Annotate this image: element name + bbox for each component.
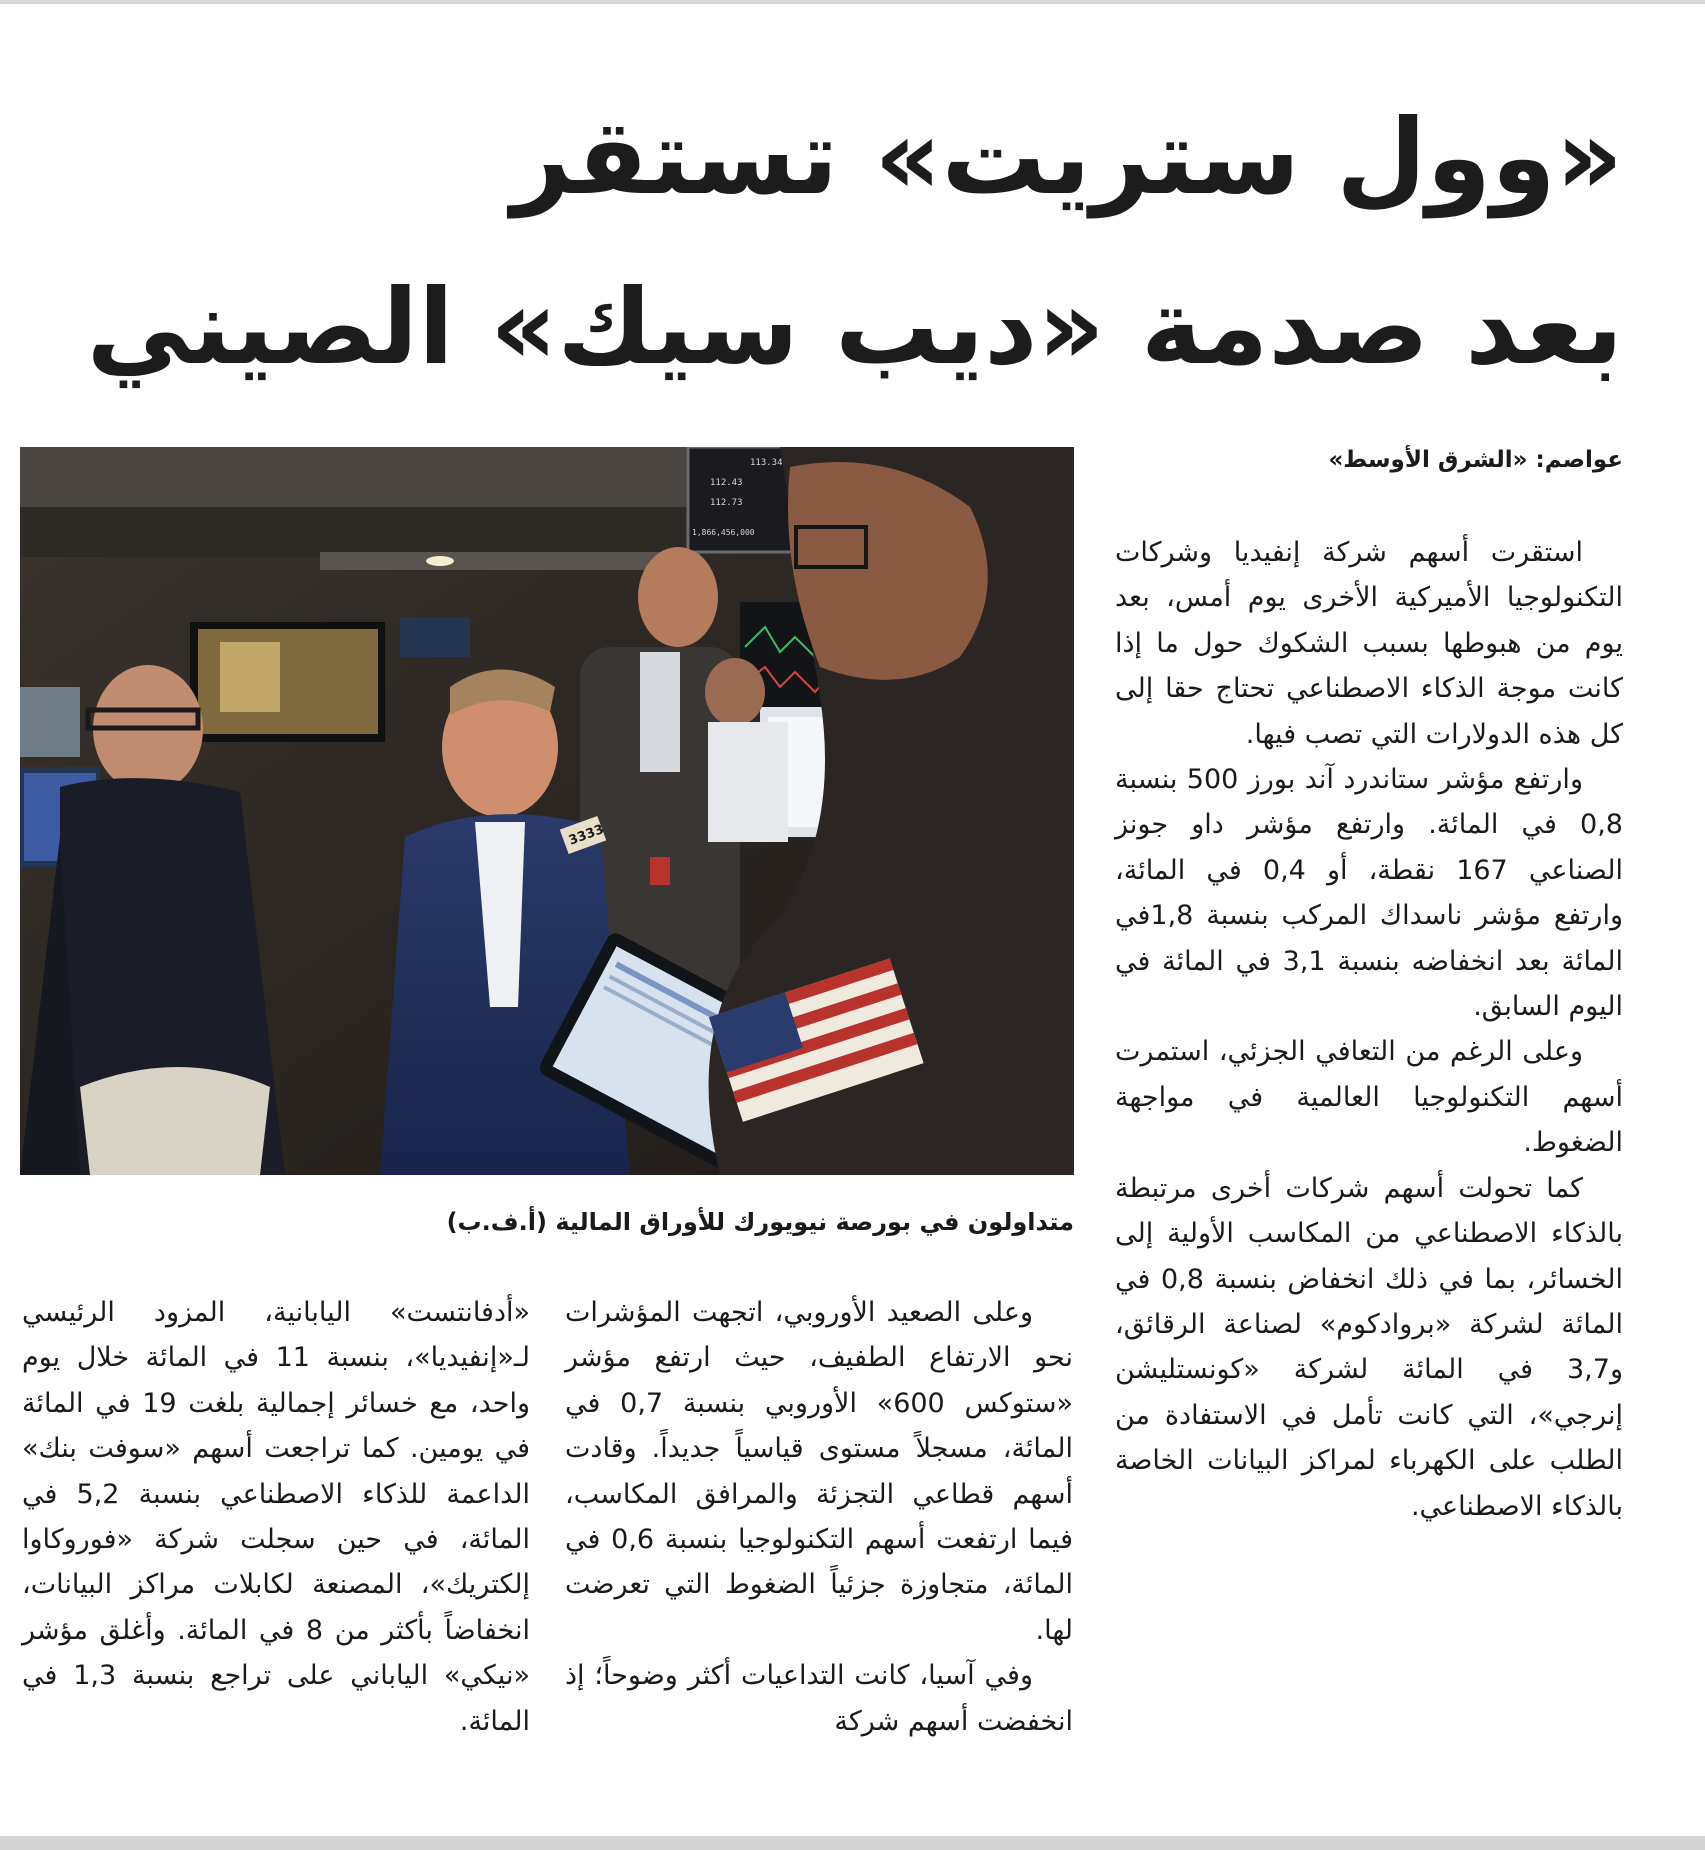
headline-line-1: «وول ستريت» تستقر: [511, 96, 1623, 218]
quote-3: 112.73: [710, 498, 743, 508]
paragraph: «أدفانتست» اليابانية، المزود الرئيسي لـ«إنفيديا»، بنسبة 11 في المائة خلال يوم واحد، مع خسائر إجمالية بلغت 19 في المائة في يومين. كما تراجعت أسهم «سوفت بنك» الداعمة للذكاء الاصطناعي بنسبة 5,2 في المائة، في حين سجلت شركة «فوروكاوا إلكتريك»، المصنعة لكابلات مراكز البيانات، انخفاضاً بأكثر من 8 في المائة. وأغلق مؤشر «نيكي» الياباني على تراجع بنسبة 1,3 في المائة.: [22, 1297, 530, 1737]
column-2: [565, 1290, 1073, 1744]
headline-line-2: بعد صدمة «ديب سيك» الصيني: [86, 266, 1623, 388]
paragraph: استقرت أسهم شركة إنفيديا وشركات التكنولوجيا الأميركية الأخرى يوم أمس، بعد يوم من هبوطها بسبب الشكوك حول ما إذا كانت موجة الذكاء الاصطناعي تحتاج حقا إلى كل هذه الدولارات التي تصب فيها.: [1115, 537, 1623, 750]
quote-2: 112.43: [710, 478, 743, 488]
trading-floor-photo: [20, 447, 1074, 1175]
badge-number: 3333: [566, 822, 606, 849]
quote-4: 1,866,456,000: [692, 528, 755, 537]
top-rule: [0, 0, 1705, 4]
bottom-rule: [0, 1836, 1705, 1850]
column-3: [22, 1290, 530, 1744]
quote-1: 113.34: [750, 458, 783, 468]
headline: [86, 72, 1623, 412]
paragraph: وعلى الرغم من التعافي الجزئي، استمرت أسهم التكنولوجيا العالمية في مواجهة الضغوط.: [1115, 1036, 1623, 1159]
paragraph: وعلى الصعيد الأوروبي، اتجهت المؤشرات نحو الارتفاع الطفيف، حيث ارتفع مؤشر «ستوكس 600» الأوروبي بنسبة 0,7 في المائة، مسجلاً مستوى قياسياً جديداً. وقادت أسهم قطاعي التجزئة والمرافق المكاسب، فيما ارتفعت أسهم التكنولوجيا بنسبة 0,6 في المائة، متجاوزة جزئياً الضغوط التي تعرضت لها.: [565, 1297, 1073, 1646]
photo-caption: متداولون في بورصة نيويورك للأوراق المالية (أ.ف.ب): [446, 1208, 1074, 1236]
column-1: [1115, 530, 1623, 1529]
paragraph: وفي آسيا، كانت التداعيات أكثر وضوحاً؛ إذ انخفضت أسهم شركة: [565, 1660, 1073, 1737]
news-photo: [20, 447, 1074, 1175]
paragraph: كما تحولت أسهم شركات أخرى مرتبطة بالذكاء الاصطناعي من المكاسب الأولية إلى الخسائر، بما في ذلك انخفاض بنسبة 0,8 في المائة لشركة «بروادكوم» لصناعة الرقائق، و3,7 في المائة لشركة «كونستليشن إنرجي»، التي كانت تأمل في الاستفادة من الطلب على الكهرباء لمراكز البيانات الخاصة بالذكاء الاصطناعي.: [1115, 1172, 1624, 1522]
byline: عواصم: «الشرق الأوسط»: [1328, 447, 1623, 473]
paragraph: وارتفع مؤشر ستاندرد آند بورز 500 بنسبة 0,8 في المائة. وارتفع مؤشر داو جونز الصناعي 167 نقطة، أو 0,4 في المائة، وارتفع مؤشر ناسداك المركب بنسبة 1,8في المائة بعد انخفاضه بنسبة 3,1 في المائة في اليوم السابق.: [1115, 764, 1624, 1023]
